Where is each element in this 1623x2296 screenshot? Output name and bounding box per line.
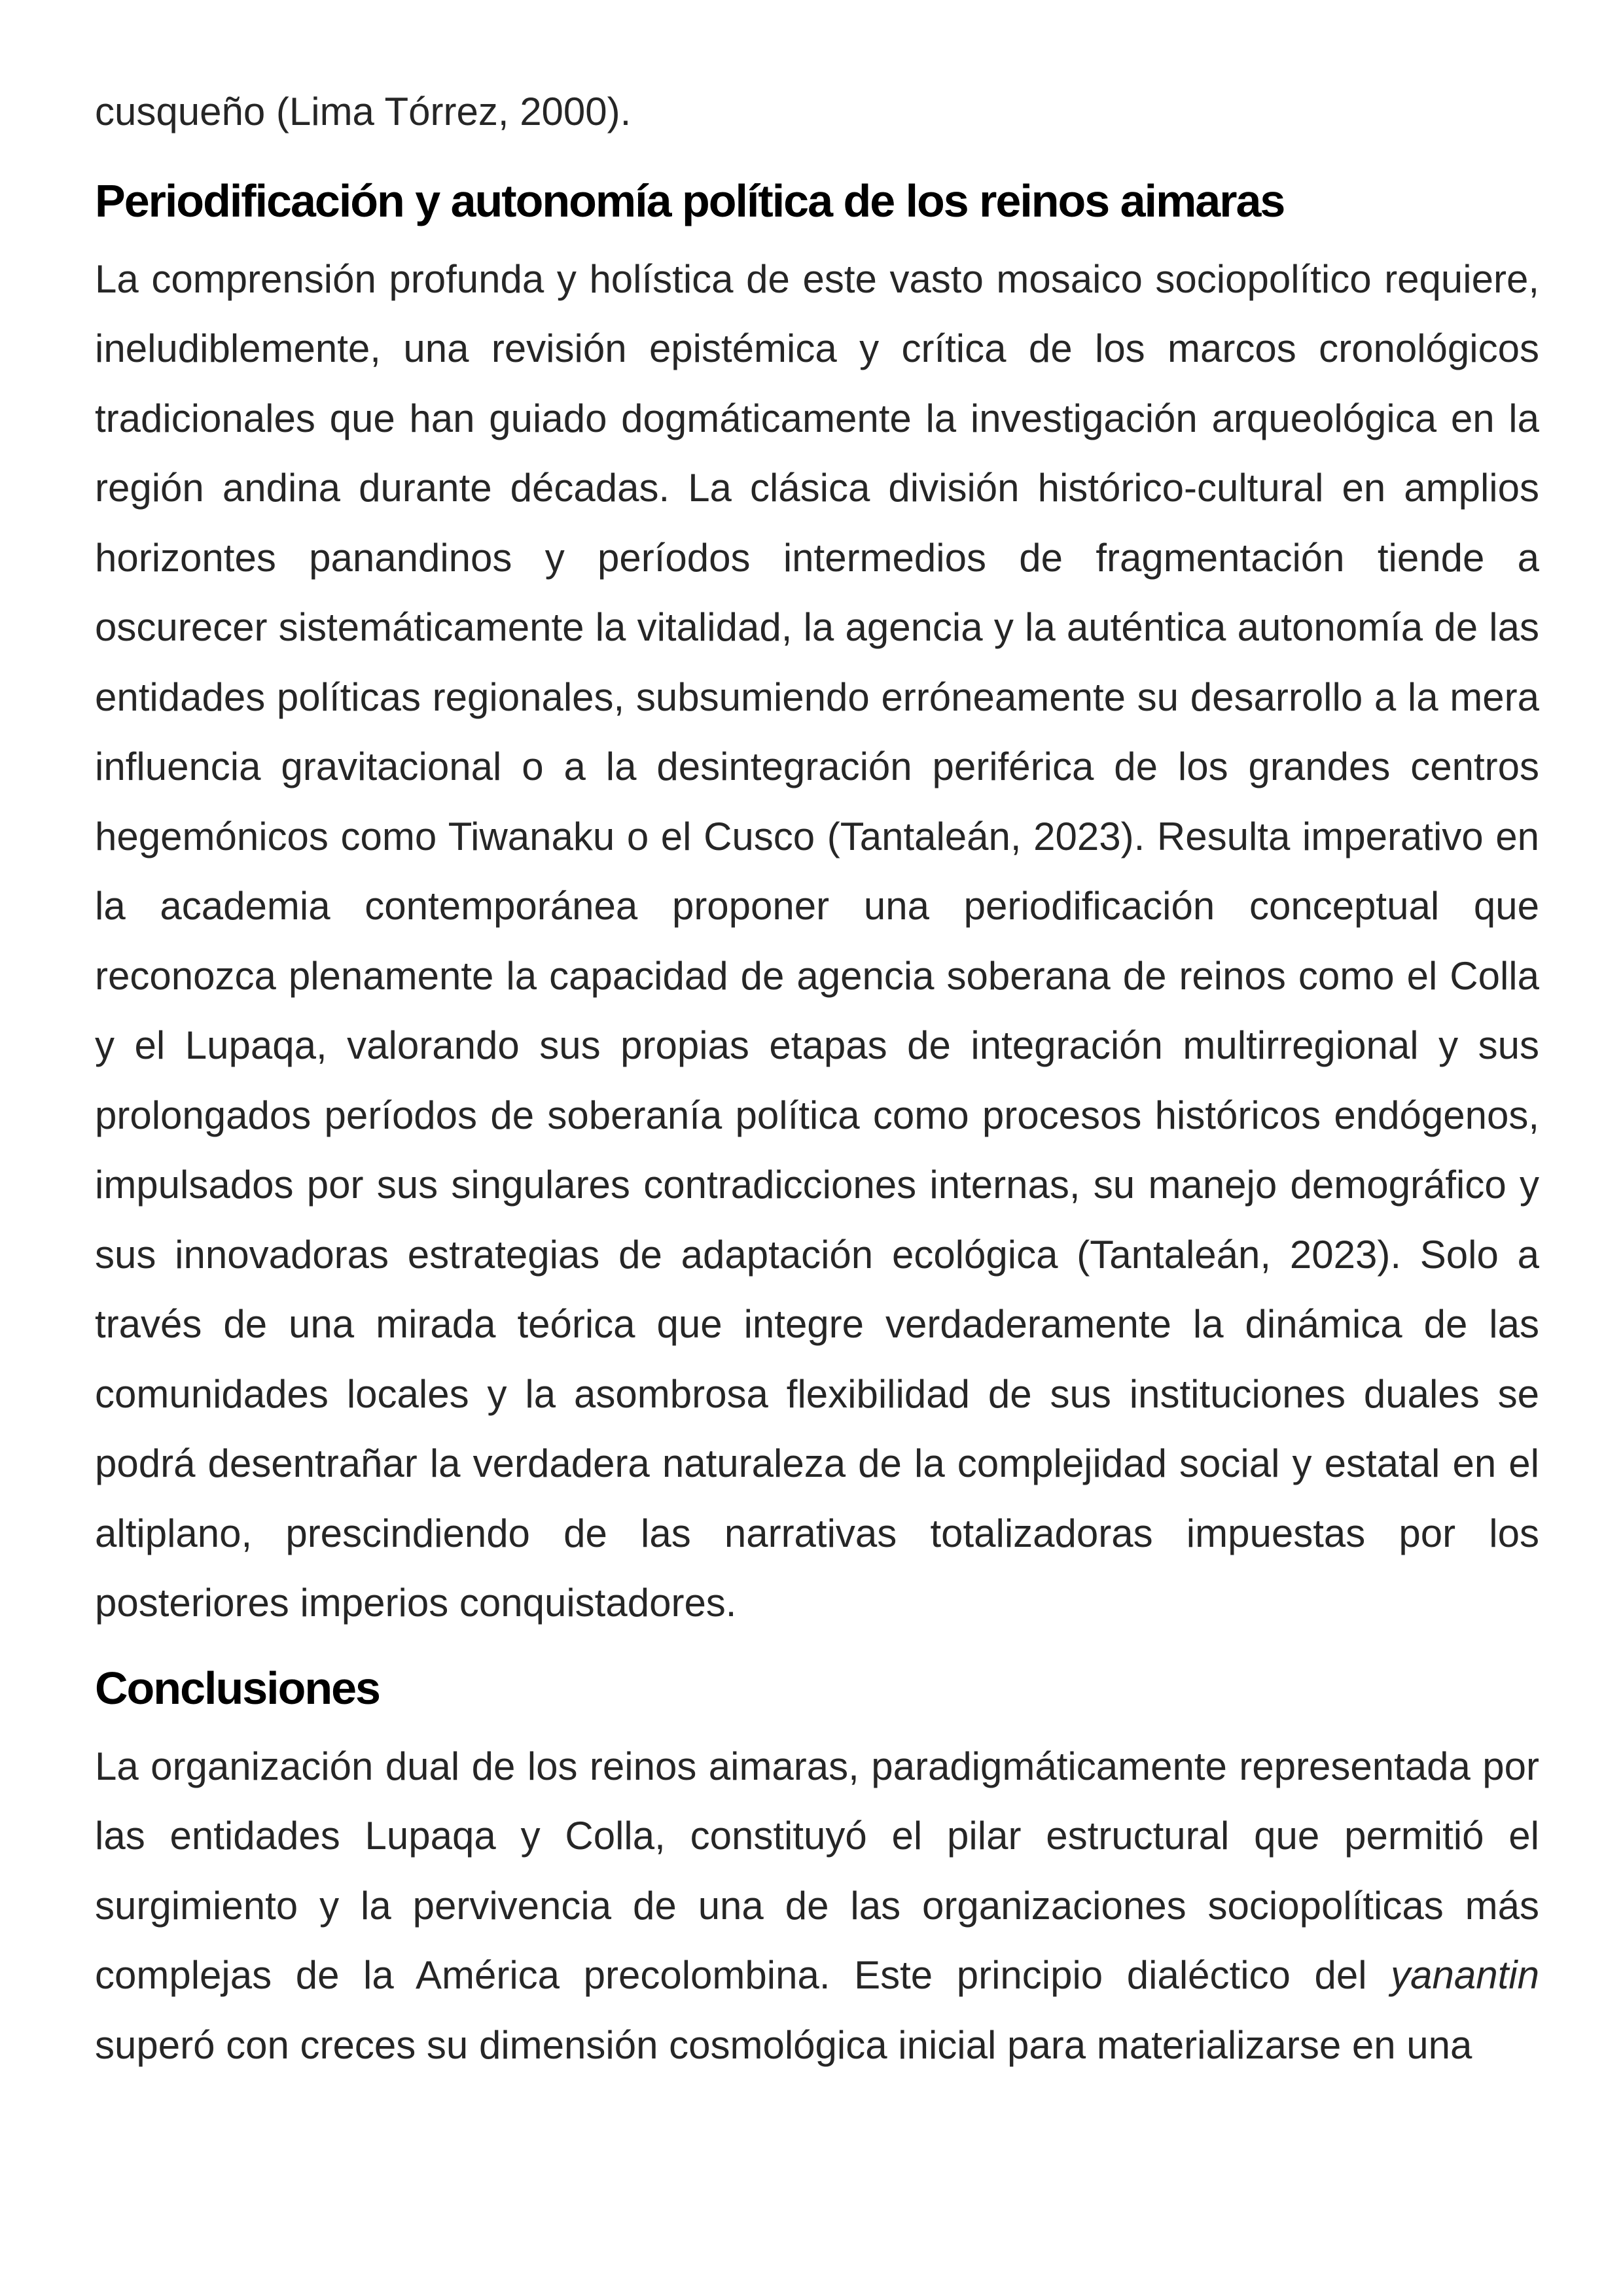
continuation-text: cusqueño (Lima Tórrez, 2000).: [95, 90, 632, 133]
document-page: [95, 77, 1539, 2080]
conclusiones-text-part2: superó con creces su dimensión cosmológica inicial para materializarse en una: [95, 2022, 1472, 2067]
conclusiones-text-part1: La organización dual de los reinos aimaras, paradigmáticamente representada por las entidades Lupaqa y Colla, constituyó el pilar estructural que permitió el surgimiento y la pervivencia de una de las organizaciones sociopolíticas más complejas de la América precolombina. Este principio dialéctico del: [95, 1744, 1539, 1997]
italic-term-yanantin: yanantin: [1391, 1953, 1539, 1997]
section-heading-conclusiones: Conclusiones: [95, 1662, 380, 1714]
section-heading-periodificacion: Periodificación y autonomía política de los reinos aimaras: [95, 175, 1285, 226]
paragraph-periodificacion: La comprensión profunda y holística de este vasto mosaico sociopolítico requiere, ineludiblemente, una revisión epistémica y crítica de los marcos cronológicos tradicionales que han guiado dogmáticamente la investigación arqueológica en la región andina durante décadas. La clásica división histórico-cultural en amplios horizontes panandinos y períodos intermedios de fragmentación tiende a oscurecer sistemáticamente la vitalidad, la agencia y la auténtica autonomía de las entidades políticas regionales, subsumiendo erróneamente su desarrollo a la mera influencia gravitacional o a la desintegración periférica de los grandes centros hegemónicos como Tiwanaku o el Cusco (Tantaleán, 2023). Resulta imperativo en la academia contemporánea proponer una periodificación conceptual que reconozca plenamente la capacidad de agencia soberana de reinos como el Colla y el Lupaqa, valorando sus propias etapas de integración multirregional y sus prolongados períodos de soberanía política como procesos históricos endógenos, impulsados por sus singulares contradicciones internas, su manejo demográfico y sus innovadoras estrategias de adaptación ecológica (Tantaleán, 2023). Solo a través de una mirada teórica que integre verdaderamente la dinámica de las comunidades locales y la asombrosa flexibilidad de sus instituciones duales se podrá desentrañar la verdadera naturaleza de la complejidad social y estatal en el altiplano, prescindiendo de las narrativas totalizadoras impuestas por los posteriores imperios conquistadores.: [95, 256, 1539, 1625]
paragraph-conclusiones: [95, 1732, 1539, 2081]
